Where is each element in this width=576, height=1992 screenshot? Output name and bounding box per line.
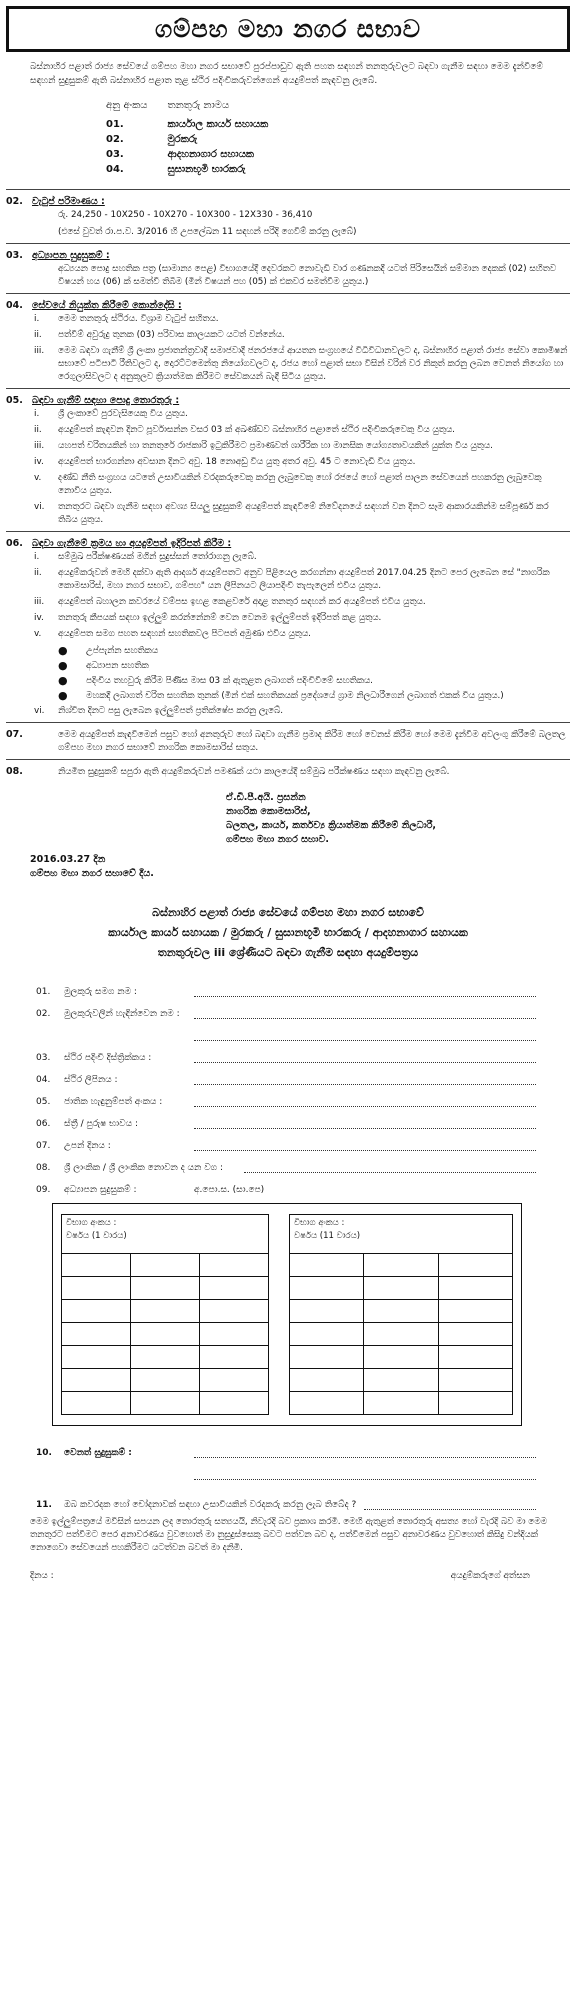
divider	[6, 243, 570, 244]
signatory-title: නාගරික කොමසාරිස්,	[226, 806, 311, 817]
grid-gap	[268, 1346, 289, 1369]
cell[interactable]	[62, 1277, 131, 1300]
divider	[6, 531, 570, 532]
form-title	[6, 903, 570, 963]
grid-gap	[268, 1323, 289, 1346]
item-text: ශ්‍රී ලංකාවේ පුරවැසියෙකු විය යුතුය.	[58, 409, 188, 419]
table-row	[62, 1277, 513, 1300]
grid-gap	[268, 1215, 289, 1254]
section-text: නියමිත සුදුසුකම් සපුරා ඇති අයදුම්කරුවන් පමණක් යථා කාලයේදී සම්මුඛ පරීක්ෂණය සඳහා කැඳවනු ලැබේ.	[58, 767, 450, 777]
cell[interactable]	[438, 1369, 512, 1392]
divider	[6, 293, 570, 294]
bullet-icon: ●	[58, 644, 68, 657]
form-field	[6, 1041, 570, 1063]
field-label: අධ්‍යාපන සුදුසුකම් :	[64, 1185, 137, 1195]
post-name: ආදහනාගාර සහායක	[167, 149, 255, 160]
item-text: දණ්ඩ නීති සංග්‍රහය යටතේ උසාවියකින් වරදකරුවෙකු කරනු ලැබුවෙකු හෝ රජයේ හෝ පළාත් පාලන සේවයෙන් පහකරනු ලැබුවෙකු නොවිය යුතුය.	[58, 473, 542, 496]
list-item	[34, 612, 570, 625]
left-exam-header	[62, 1215, 269, 1254]
item-text: පත්වීම් අවුරුදු තුනක (03) පරිවාස කාලයකට යටත් වන්නේය.	[58, 330, 285, 340]
cell[interactable]	[438, 1277, 512, 1300]
declaration-text: මෙම ඉල්ලුම්පත්‍රයේ මවිසින් සපයන ලද තොරතුරු සත්‍ය‍යයි, නිවැරදි බව ප්‍රකාශ කරමි. මෙහි ඇතුළත් තොරතුරු අසත්‍ය හෝ වැරදි බව මා මෙම තනතුරට පත්වීමට පෙර අනාවරණය වුවහොත් මා නුසුදුස්සෙකු බවට පත්වන බව ද, පත්වීමෙන් පසුව අනාවරණය වුවහොත් කිසිදු වන්දියක් නොගෙවා සේවයෙන් පහකිරීමට යටත්වන බවත් මා දනිමි.	[30, 1517, 547, 1553]
bullet-text: අධ්‍යාපන සහතික	[86, 661, 149, 671]
field-line[interactable]	[364, 1497, 536, 1510]
field-line[interactable]	[194, 1006, 536, 1019]
post-name: කාර්යාල කාර්ය සහායක	[167, 119, 269, 130]
right-exam-no-label: විභාග අංකය :	[293, 1218, 345, 1228]
salary-scale: රු. 24,250 - 10X250 - 10X270 - 10X300 - 12X330 - 36,410	[58, 210, 313, 220]
field-label: මුලකුරුවලින් හැඳින්වෙන නම :	[64, 1009, 180, 1019]
field-label: ජාතික හැඳුනුම්පත් අංකය :	[64, 1097, 163, 1107]
cell[interactable]	[130, 1369, 199, 1392]
form-field	[6, 1107, 570, 1129]
section-number: 03.	[6, 250, 23, 261]
post-name: මුරකරු	[167, 134, 198, 145]
list-item	[34, 472, 570, 498]
item-number: iii.	[34, 441, 45, 451]
application-fields	[6, 975, 570, 1195]
table-row	[106, 147, 288, 162]
divider	[6, 388, 570, 389]
bullet-icon: ●	[58, 674, 68, 687]
item-number: ii.	[34, 425, 42, 435]
cell[interactable]	[130, 1392, 199, 1415]
post-no: 04.	[106, 164, 124, 175]
section-conditions	[6, 300, 570, 311]
field-label: වෙනත් සුදුසුකම් :	[64, 1448, 132, 1458]
section-heading: බඳවා ගැනීම් සඳහා පොදු තොරතුරු :	[32, 395, 180, 406]
item-text: මෙම බඳවා ගැනීම් ශ්‍රී ලංකා ප්‍රජාතන්ත්‍රවාදී සමාජවාදී ජනරජයේ ආයතන සංග්‍රහයේ විධිවිධානවලට ද, බස්නාහිර පළාත් රාජ්‍ය සේවා කොමිෂන් සභාවේ පටිපාටි රීතිවලට ද, දොරට්ටමෙන්තු නියෝගවලට ද, රජය හෝ පළාත් සභා විසින් වරින් වර නිකුත් කරනු ලබන වෙනත් නියෝග හා රෙගුලාසිවලට ද අනුකූලව ක්‍රියාත්මක කිරීමට සේවකයන් බැඳී සිටිය යුතුය.	[58, 346, 568, 382]
post-no: 02.	[106, 134, 124, 145]
item-text: අයදුම්පත් භාරගන්නා අවසාන දිනට අවු. 18 නොඅඩු විය යුතු අතර අවු. 45 ට නොවැඩි විය යුතුය.	[58, 457, 416, 467]
table-row	[62, 1300, 513, 1323]
form-title-line: කාර්යාල කාර්ය සහායක / මුරකරු / සුසානභූමි භාරකරු / ආදහනාගාර සහායක	[108, 926, 468, 939]
form-field	[6, 1151, 570, 1173]
right-exam-header	[289, 1215, 512, 1254]
field-number: 05.	[36, 1097, 51, 1107]
grid-gap	[268, 1277, 289, 1300]
item-text: අයදුම්පත් බහාලන කවරයේ වම්පස ඉහළ කෙළවරේ අදාළ තනතුර සඳහන් කර අයදුම්පත් එවිය යුතුය.	[58, 597, 426, 607]
section-education	[6, 250, 570, 261]
field-line[interactable]	[194, 1445, 536, 1458]
field-number: 06.	[36, 1119, 51, 1129]
grid-gap	[268, 1254, 289, 1277]
item-number: vi.	[34, 502, 45, 512]
item-number: v.	[34, 629, 42, 639]
bullet-icon: ●	[58, 689, 68, 702]
cell[interactable]	[62, 1254, 131, 1277]
item-text: නිශ්චිත දිනට පසු ලැබෙන ඉල්ලුම්පත් ප්‍රතික්ෂේප කරනු ලැබේ.	[58, 706, 284, 716]
exam-results-box	[52, 1203, 522, 1426]
cell[interactable]	[62, 1369, 131, 1392]
field-number: 04.	[36, 1075, 51, 1085]
item-number: i.	[34, 409, 40, 419]
cell[interactable]	[438, 1323, 512, 1346]
cell[interactable]	[199, 1277, 268, 1300]
cell[interactable]	[62, 1392, 131, 1415]
list-item	[34, 456, 570, 469]
method-list-tail	[34, 705, 570, 718]
field-number: 10.	[36, 1448, 52, 1458]
form-field	[6, 1085, 570, 1107]
item-text: අයදුම්පත් කැඳවන දිනට පූර්වාසන්න වසර 03 ක් අඛණ්ඩව බස්නාහිර පළාතේ ස්ථිර පදිංචිකරුවෙකු විය යුතුය.	[58, 425, 455, 435]
item-number: iv.	[34, 457, 44, 467]
section-number: 07.	[6, 729, 23, 740]
form-field	[6, 1436, 570, 1458]
salary-note: (එසේ වුවත් රා.ප.ව. 3/2016 හි උපලේඛන 11 සඳහන් පරිදි ගෙවීම් කරනු ලැබේ)	[58, 227, 357, 237]
item-number: vi.	[34, 706, 45, 716]
bullet-item	[58, 645, 570, 658]
issue-place: ගම්පහ මහා නගර සභාවේ දීය.	[30, 868, 154, 879]
post-name: සුසානභූමි භාරකරු	[167, 164, 246, 175]
cell[interactable]	[199, 1369, 268, 1392]
field-label: උපන් දිනය :	[64, 1141, 111, 1151]
table-row	[62, 1323, 513, 1346]
posts-col-name: තනතුරු නාමය	[167, 100, 230, 111]
cell[interactable]	[289, 1323, 363, 1346]
field-number: 02.	[36, 1009, 51, 1019]
section-number: 05.	[6, 395, 23, 406]
signatory-title: ගම්පහ මහා නගර සභාව.	[226, 834, 330, 845]
cell[interactable]	[199, 1346, 268, 1369]
title-box	[6, 6, 570, 52]
field-line[interactable]	[194, 1116, 536, 1129]
cell[interactable]	[199, 1254, 268, 1277]
cell[interactable]	[364, 1300, 438, 1323]
signatory-name: ඒ.ඩී.පී.අයි. ප්‍රසන්න	[226, 792, 306, 803]
field-label: ස්ථිර ලිපිනය :	[64, 1075, 118, 1085]
section-rights	[6, 729, 570, 755]
table-row	[62, 1346, 513, 1369]
list-item	[34, 408, 570, 421]
field-line[interactable]	[194, 1094, 536, 1107]
section-heading: බඳවා ගැනීමේ ක්‍රමය හා අයදුම්පත් ඉදිරිපත් කිරීම :	[32, 538, 232, 549]
field-label: ඔබ කවරදක හෝ චෝදනාවක් සඳහා උසාවියකින් වරදකරු කරනු ලැබ තිබේද ?	[64, 1500, 357, 1510]
item-number: ii.	[34, 330, 42, 340]
list-item	[34, 705, 570, 718]
cell[interactable]	[364, 1346, 438, 1369]
section-heading: සේවයේ නියුක්ත කිරීමේ කොන්දේසි :	[32, 300, 182, 311]
grid-gap	[268, 1300, 289, 1323]
field-line[interactable]	[194, 1072, 536, 1085]
posts-table	[106, 98, 288, 177]
field-line[interactable]	[194, 1138, 536, 1151]
left-exam-no-label: විභාග අංකය :	[66, 1218, 117, 1228]
form-field	[6, 975, 570, 997]
cell[interactable]	[289, 1300, 363, 1323]
cell[interactable]	[364, 1369, 438, 1392]
form-field	[6, 1019, 570, 1041]
item-number: ii.	[34, 568, 42, 578]
field-number: 01.	[36, 987, 51, 997]
field-line[interactable]	[244, 1160, 536, 1173]
field-line[interactable]	[194, 1467, 536, 1480]
cell[interactable]	[199, 1323, 268, 1346]
item-text: තනතුරට බඳවා ගැනීම සඳහා අවශ්‍ය සියලු සුදුසුකම් අයදුම්පත් කැඳවීමේ නිවේදනයේ සඳහන් වන දිනට සෑම ආකාරයකින්ම සම්පූර්ණ කර තිබිය යුතුය.	[58, 502, 549, 525]
item-text: අයදුම්කරුවන් මෙහි දක්වා ඇති ආදර්ශ අයදුම්පතට අනුව පිළියෙල කරගන්නා අයදුම්පත් 2017.04.25 දිනට පෙර ලැබෙන සේ "නාගරික කොමසාරිස්, මහා නගර සභාව, ගම්පහ" යන ලිපිනයට ලියාපදිංචි තැපැලෙන් එවිය යුතුය.	[58, 568, 550, 591]
item-number: iv.	[34, 613, 44, 623]
signature-row	[30, 1571, 530, 1581]
section-number: 04.	[6, 300, 23, 311]
field-number: 09.	[36, 1185, 51, 1195]
bullet-text: මහකදී ලබාගත් චරිත සහතික තුනක් (මින් එක් සහතිකයක් ප්‍රදේශයේ ග්‍රාම නිලධාරීගෙන් ලබාගත් එකක් විය යුතුය.)	[86, 691, 504, 701]
signature-block	[226, 791, 570, 847]
exam-results-table	[61, 1214, 513, 1415]
section-text: මෙම අයදුම්පත් කැඳවීමෙන් පසුව හෝ අනතුරුව හෝ බඳවා ගැනීම ප්‍රමාද කිරීම හෝ වෙනස් කිරීම හෝ මෙම දැන්වීම අවලංගු කිරීමේ බලතල ගම්පහ මහා නගර සභාවේ නාගරික කොමසාරිස් සතුය.	[58, 730, 566, 753]
form-field	[6, 1488, 570, 1510]
form-field	[6, 1063, 570, 1085]
cell[interactable]	[62, 1346, 131, 1369]
grid-gap	[268, 1369, 289, 1392]
section-salary	[6, 196, 570, 207]
field-number: 07.	[36, 1141, 51, 1151]
table-row	[106, 162, 288, 177]
item-text: තනතුරු කීපයක් සඳහා ඉල්ලුම් කරන්නේනම් වෙන වෙනම ඉල්ලුම්පත් ඉදිරිපත් කළ යුතුය.	[58, 613, 382, 623]
table-row	[106, 132, 288, 147]
item-text: මෙම තනතුරු ස්ථිරය. විශ්‍රාම වැටුප් සහිතය.	[58, 314, 219, 324]
item-text: යහපත් චරිතයකින් හා තනතුරේ රාජකාරි ඉටුකිරීමට ප්‍රමාණවත් ශාරීරික හා මානසික යෝග්‍යතාවයකින් යුක්ත විය යුතුය.	[58, 441, 493, 451]
cell[interactable]	[289, 1346, 363, 1369]
cell[interactable]	[62, 1300, 131, 1323]
cell[interactable]	[199, 1392, 268, 1415]
cell[interactable]	[62, 1323, 131, 1346]
table-row	[62, 1369, 513, 1392]
form-field	[6, 1129, 570, 1151]
list-item	[34, 329, 570, 342]
list-item	[34, 313, 570, 326]
method-list	[34, 551, 570, 641]
item-number: i.	[34, 552, 40, 562]
form-field	[6, 1173, 570, 1195]
item-number: iii.	[34, 346, 45, 356]
field-value: අ.පො.ස. (සා.පෙ)	[194, 1185, 265, 1195]
section-interview	[6, 766, 570, 779]
cell[interactable]	[199, 1300, 268, 1323]
list-item	[34, 551, 570, 564]
list-item	[34, 628, 570, 641]
cell[interactable]	[130, 1346, 199, 1369]
field-label: ස්ත්‍රී / පුරුෂ භාවය :	[64, 1119, 138, 1129]
field-label: ස්ථිර පදිංචි දිස්ත්‍රික්කය :	[64, 1053, 152, 1063]
field-line[interactable]	[194, 984, 536, 997]
cell[interactable]	[130, 1323, 199, 1346]
bullet-item	[58, 675, 570, 688]
bullet-icon: ●	[58, 659, 68, 672]
notice-page	[0, 6, 576, 1992]
posts-col-no: අනු අංකය	[106, 100, 148, 111]
cell[interactable]	[130, 1254, 199, 1277]
right-exam-year-label: වර්ෂය (11 වාරය)	[293, 1231, 361, 1241]
bullet-item	[58, 690, 570, 703]
form-title-line: තනතුරුවල iii ශ්‍රේණියට බඳවා ගැනීම සඳහා අයදුම්පත්‍රය	[157, 946, 419, 959]
general-info-list	[34, 408, 570, 527]
left-exam-year-label: වර්ෂය (1 වාරය)	[66, 1231, 127, 1241]
form-field	[6, 1458, 570, 1480]
cell[interactable]	[364, 1323, 438, 1346]
item-number: iii.	[34, 597, 45, 607]
list-item	[34, 501, 570, 527]
section-body	[6, 263, 570, 289]
issue-date-block	[6, 853, 570, 881]
post-no: 01.	[106, 119, 124, 130]
field-number: 08.	[36, 1163, 51, 1173]
section-general-info	[6, 395, 570, 406]
issue-date: 2016.03.27 දින	[30, 854, 106, 865]
divider	[6, 722, 570, 723]
field-number: 11.	[36, 1500, 52, 1510]
form-field	[6, 997, 570, 1019]
sign-date-label: දිනය :	[30, 1571, 54, 1581]
item-number: i.	[34, 314, 40, 324]
cell[interactable]	[438, 1254, 512, 1277]
cell[interactable]	[289, 1277, 363, 1300]
field-line[interactable]	[194, 1050, 536, 1063]
post-no: 03.	[106, 149, 124, 160]
section-heading: අධ්‍යාපන සුදුසුකම් :	[32, 250, 110, 261]
cell[interactable]	[289, 1369, 363, 1392]
signatory-title: බලතල, කාර්ය, කර්තව්‍ය ක්‍රියාත්මක කිරීමේ නිලධාරී,	[226, 820, 437, 831]
field-label: ශ්‍රී ලාංකික / ශ්‍රී ලාංකික නොවන ද යන වග :	[64, 1163, 224, 1173]
form-title-line: බස්නාහිර පළාත් රාජ්‍ය සේවයේ ගම්පහ මහා නගර සභාවේ	[152, 906, 424, 919]
cell[interactable]	[130, 1300, 199, 1323]
conditions-list	[34, 313, 570, 384]
table-row	[62, 1254, 513, 1277]
section-method	[6, 538, 570, 549]
field-line[interactable]	[194, 1028, 536, 1041]
page-title: ගම්පහ මහා නගර සභාව	[154, 15, 422, 43]
field-label: මුලකුරු සමග නම :	[64, 987, 137, 997]
field-number: 03.	[36, 1053, 51, 1063]
bullet-item	[58, 660, 570, 673]
cell[interactable]	[289, 1392, 363, 1415]
education-text: අධ්‍යයන පොදු සහතික පත්‍ර (සාමාන්‍ය පෙළ) විභාගයේදී දෙවරකට නොවැඩි වාර ගණනකදී යටත් පිරිසෙයින් සම්මාන දෙකක් (02) සහිතව විෂයන් හය (06) ක් සමත්වී තිබීම (මින් විෂයන් පහ (05) ක් එකවර සමත්වීම යුතුය.)	[58, 264, 557, 287]
cell[interactable]	[364, 1254, 438, 1277]
item-text: අයදුම්පත සමග පහත සඳහන් සහතිකවල පිටපත් අමුණා එවිය යුතුය.	[58, 629, 311, 639]
cell[interactable]	[438, 1346, 512, 1369]
grid-gap	[268, 1392, 289, 1415]
list-item	[34, 567, 570, 593]
cell[interactable]	[289, 1254, 363, 1277]
list-item	[34, 596, 570, 609]
list-item	[34, 345, 570, 384]
cell[interactable]	[364, 1392, 438, 1415]
applicant-signature-label: අයදුම්කරුගේ අත්සන	[450, 1571, 530, 1581]
bullet-text: පදිංචිය තහවුරු කිරීම පිණිස මාස 03 ක් ඇතුළත ලබාගත් පදිංචිවීමේ සහතිකය.	[86, 676, 373, 686]
section-heading: වැටුප් පරිමාණය :	[32, 196, 105, 207]
divider	[6, 189, 570, 190]
cell[interactable]	[130, 1277, 199, 1300]
cell[interactable]	[438, 1300, 512, 1323]
table-row	[106, 117, 288, 132]
section-number: 08.	[6, 766, 23, 777]
item-text: සම්මුඛ පරීක්ෂණයක් මගින් සුදුස්සන් තෝරාගනු ලැබේ.	[58, 552, 257, 562]
section-number: 02.	[6, 196, 23, 207]
divider	[6, 759, 570, 760]
list-item	[34, 440, 570, 453]
cell[interactable]	[364, 1277, 438, 1300]
list-item	[34, 424, 570, 437]
section-body	[6, 209, 570, 239]
item-number: v.	[34, 473, 42, 483]
table-row	[62, 1392, 513, 1415]
bullet-text: උප්පැන්න සහතිකය	[86, 646, 159, 656]
intro-paragraph: බස්නාහිර පළාත් රාජ්‍ය සේවයේ ගම්පහ මහා නගර සභාවේ පුරප්පාඩුව ඇති පහත සඳහන් තනතුරුවලට බඳවා ගැනීම සඳහා මෙම දැන්වීමේ සඳහන් සුදුසුකම් ඇති බස්නාහිර පළාත තුළ ස්ථිර පදිංචිකරුවන්ගෙන් අයදුම්පත් කැඳවනු ලැබේ.	[30, 62, 543, 86]
section-number: 06.	[6, 538, 23, 549]
cell[interactable]	[438, 1392, 512, 1415]
